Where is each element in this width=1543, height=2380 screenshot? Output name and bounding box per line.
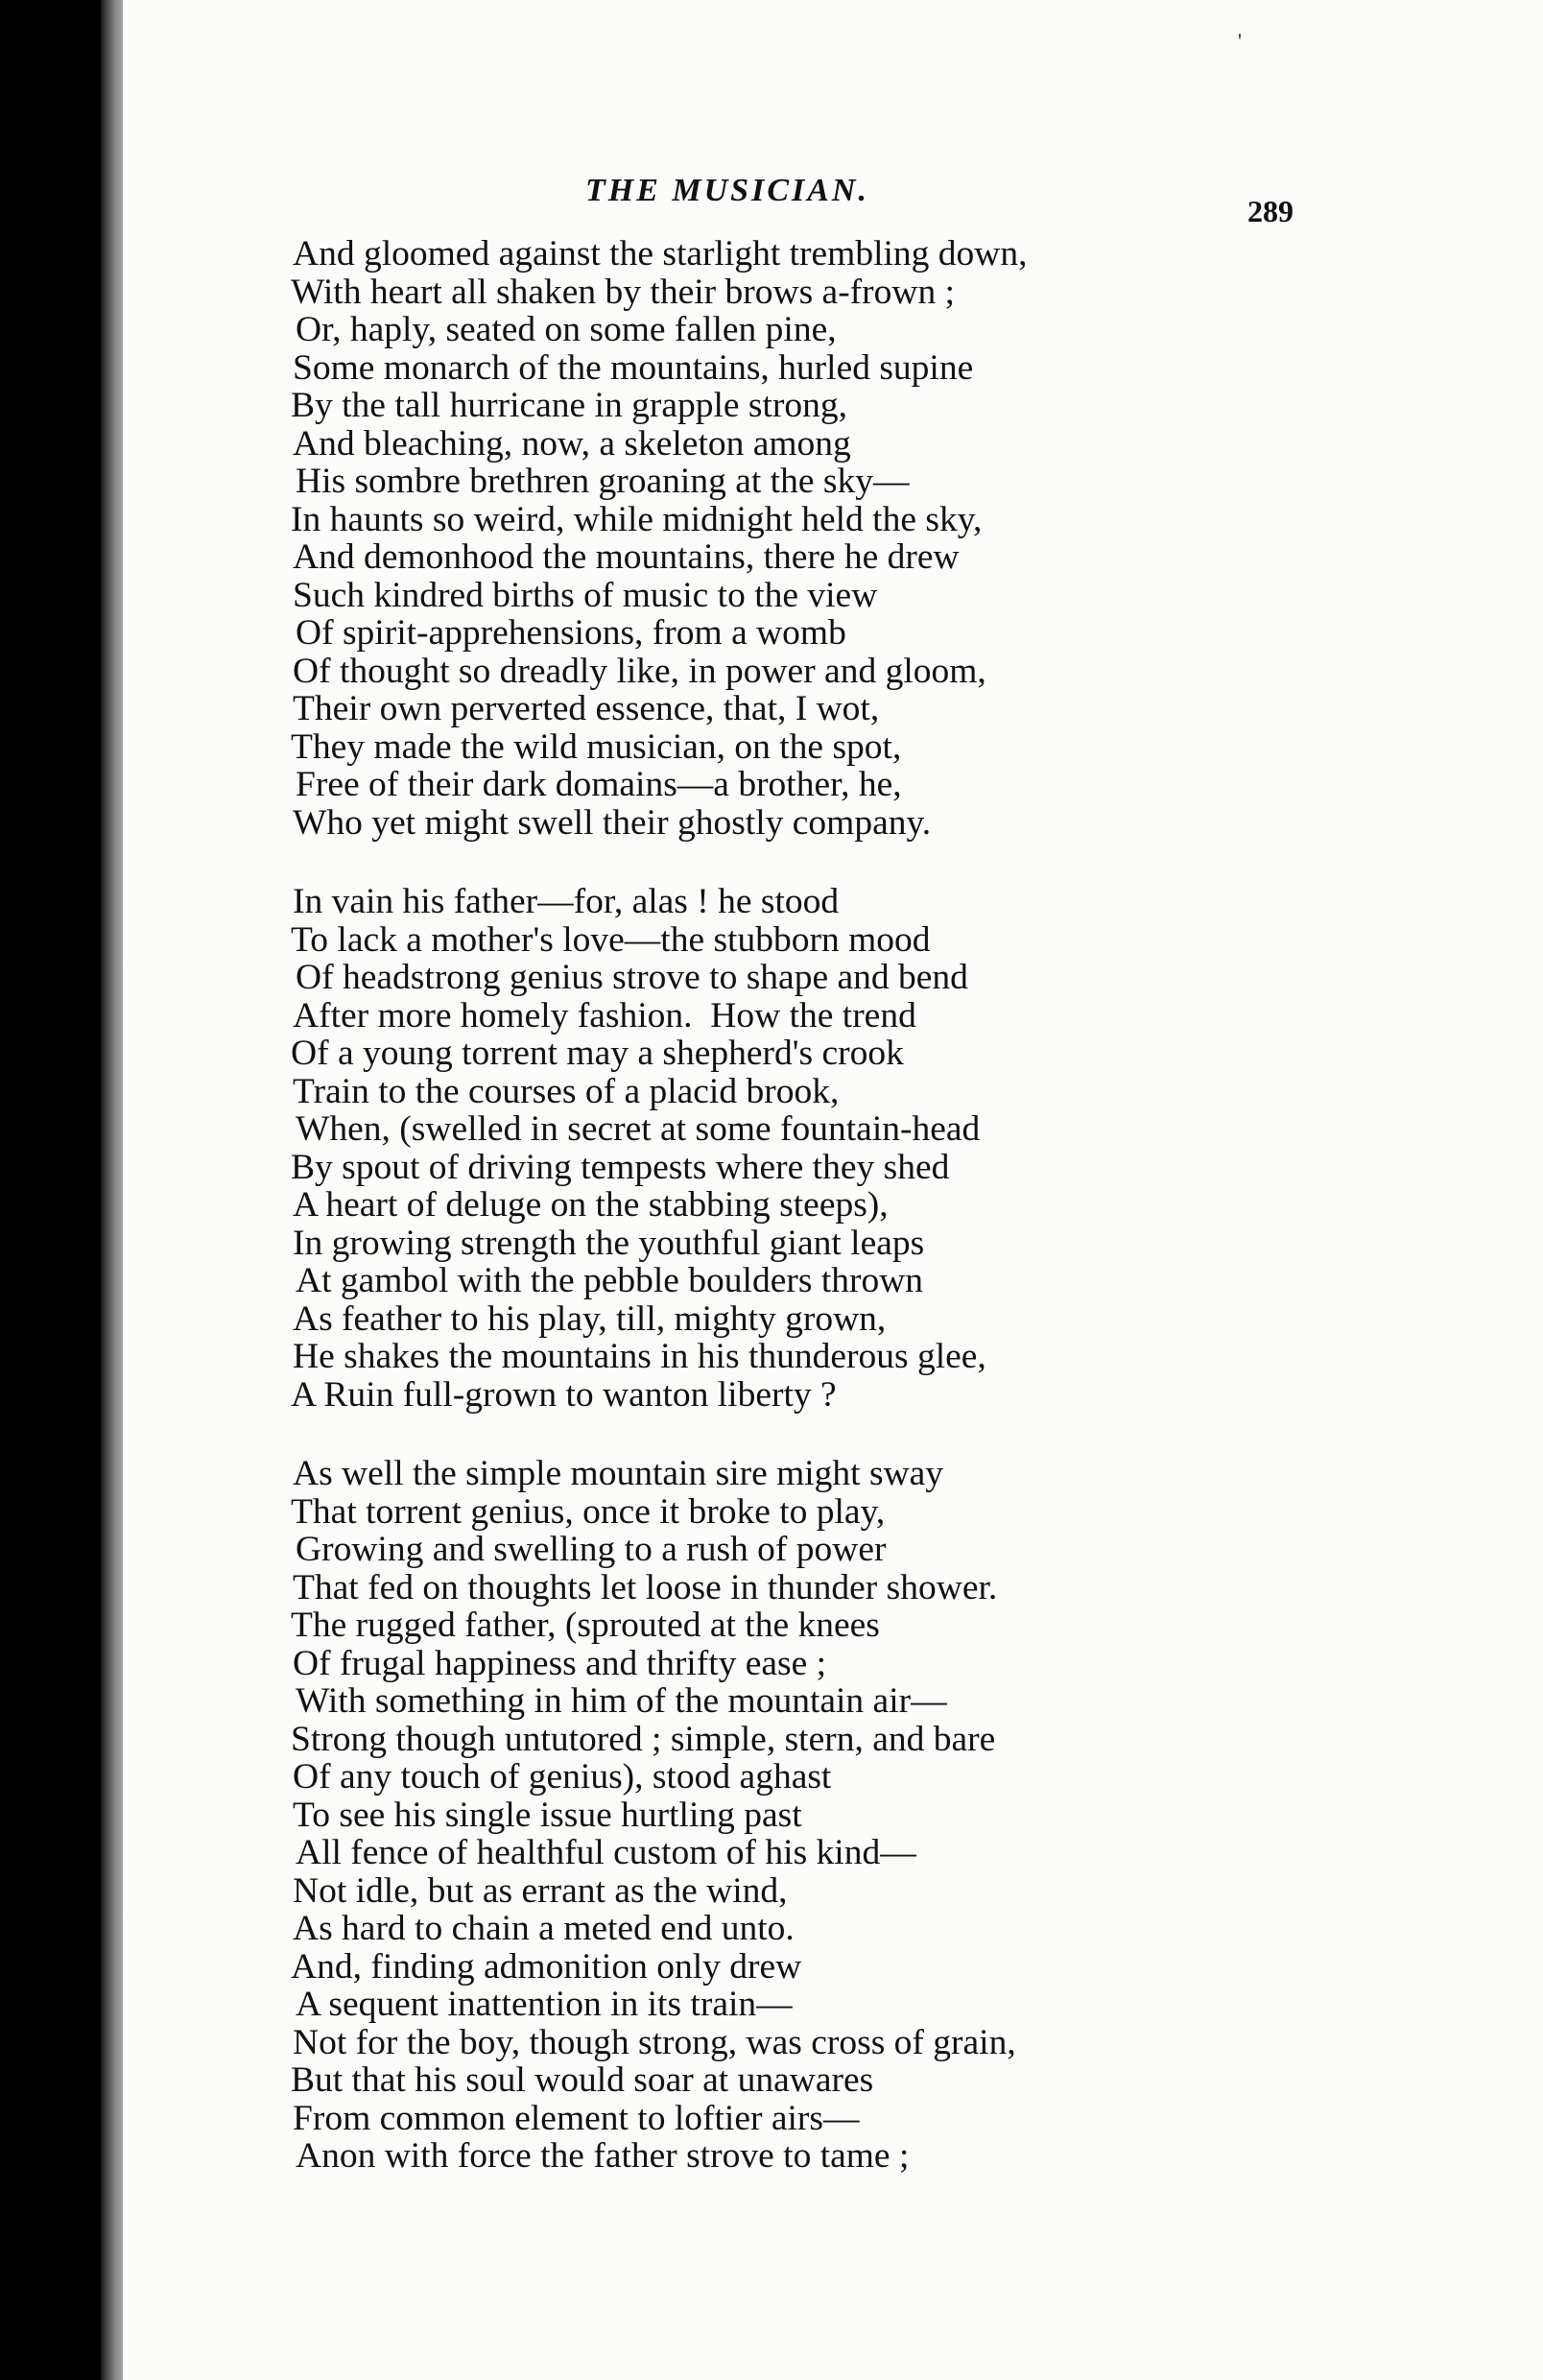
poem-line: Not for the boy, though strong, was cross of grain,	[293, 2022, 1016, 2062]
poem-line: In growing strength the youthful giant leaps	[293, 1223, 925, 1263]
poem-line: Not idle, but as errant as the wind,	[293, 1870, 788, 1911]
poem-line: Of headstrong genius strove to shape and bend	[296, 958, 968, 997]
poem-body	[293, 235, 1367, 2217]
poem-line: The rugged father, (sprouted at the knees	[291, 1606, 880, 1645]
poem-line: They made the wild musician, on the spot,	[291, 726, 902, 767]
poem-line: Of a young torrent may a shepherd's crook	[291, 1034, 904, 1073]
poem-line: Of frugal happiness and thrifty ease ;	[293, 1643, 827, 1683]
poem-line: In vain his father—for, alas ! he stood	[293, 882, 840, 921]
poem-line: And bleaching, now, a skeleton among	[293, 423, 851, 464]
poem-line: As feather to his play, till, mighty grown,	[293, 1298, 887, 1339]
poem-line: Anon with force the father strove to tame ;	[296, 2136, 910, 2176]
poem-line: Such kindred births of music to the view	[293, 575, 878, 615]
poem-line: By spout of driving tempests where they shed	[291, 1147, 950, 1187]
poem-line: Of any touch of genius), stood aghast	[293, 1757, 832, 1797]
poem-line: A heart of deluge on the stabbing steeps),	[293, 1185, 889, 1225]
poem-line: With heart all shaken by their brows a-frown ;	[291, 272, 956, 312]
stanza	[293, 883, 1367, 1414]
poem-line: And gloomed against the starlight trembling down,	[293, 234, 1028, 274]
poem-line: Train to the courses of a placid brook,	[293, 1071, 840, 1111]
stanza	[293, 235, 1367, 842]
poem-line: That torrent genius, once it broke to play,	[291, 1491, 886, 1532]
poem-line: As hard to chain a meted end unto.	[293, 1909, 795, 1948]
poem-line: All fence of healthful custom of his kind—	[296, 1833, 916, 1872]
poem-line: A Ruin full-grown to wanton liberty ?	[291, 1374, 837, 1415]
poem-line: When, (swelled in secret at some fountain-head	[296, 1109, 981, 1149]
poem-line: And, finding admonition only drew	[291, 1946, 802, 1987]
poem-line: Free of their dark domains—a brother, he,	[296, 765, 902, 804]
poem-line: By the tall hurricane in grapple strong,	[291, 386, 848, 425]
poem-line: To lack a mother's love—the stubborn mood	[291, 919, 931, 960]
poem-line: With something in him of the mountain air—	[296, 1681, 947, 1721]
poem-line: His sombre brethren groaning at the sky—	[296, 462, 910, 501]
poem-line: But that his soul would soar at unawares	[291, 2060, 874, 2100]
poem-line: Of spirit-apprehensions, from a womb	[296, 613, 846, 653]
poem-line: Of thought so dreadly like, in power and gloom,	[293, 651, 986, 691]
poem-line: Who yet might swell their ghostly company.	[293, 802, 932, 843]
page-number: 289	[1247, 194, 1294, 228]
stanza	[293, 1455, 1367, 2176]
poem-line: Or, haply, seated on some fallen pine,	[296, 310, 837, 349]
poem-line: From common element to loftier airs—	[293, 2098, 860, 2138]
poem-line: Growing and swelling to a rush of power	[296, 1530, 887, 1569]
poem-line: After more homely fashion. How the trend	[293, 995, 916, 1035]
poem-line: And demonhood the mountains, there he drew	[293, 537, 960, 577]
poem-line: At gambol with the pebble boulders thrown	[296, 1261, 924, 1300]
poem-line: He shakes the mountains in his thunderous glee,	[293, 1337, 986, 1376]
running-title: THE MUSICIAN.	[585, 173, 869, 208]
corner-mark: '	[1238, 29, 1242, 53]
poem-line: Strong though untutored ; simple, stern, and bare	[291, 1719, 996, 1759]
poem-line: In haunts so weird, while midnight held the sky,	[291, 499, 983, 539]
poem-line: Some monarch of the mountains, hurled supine	[293, 347, 974, 388]
poem-line: A sequent inattention in its train—	[296, 1985, 793, 2024]
poem-line: That fed on thoughts let loose in thunder shower.	[293, 1567, 998, 1607]
poem-line: As well the simple mountain sire might sway	[293, 1454, 944, 1493]
poem-line: To see his single issue hurtling past	[293, 1795, 802, 1835]
poem-line: Their own perverted essence, that, I wot,	[293, 689, 880, 728]
